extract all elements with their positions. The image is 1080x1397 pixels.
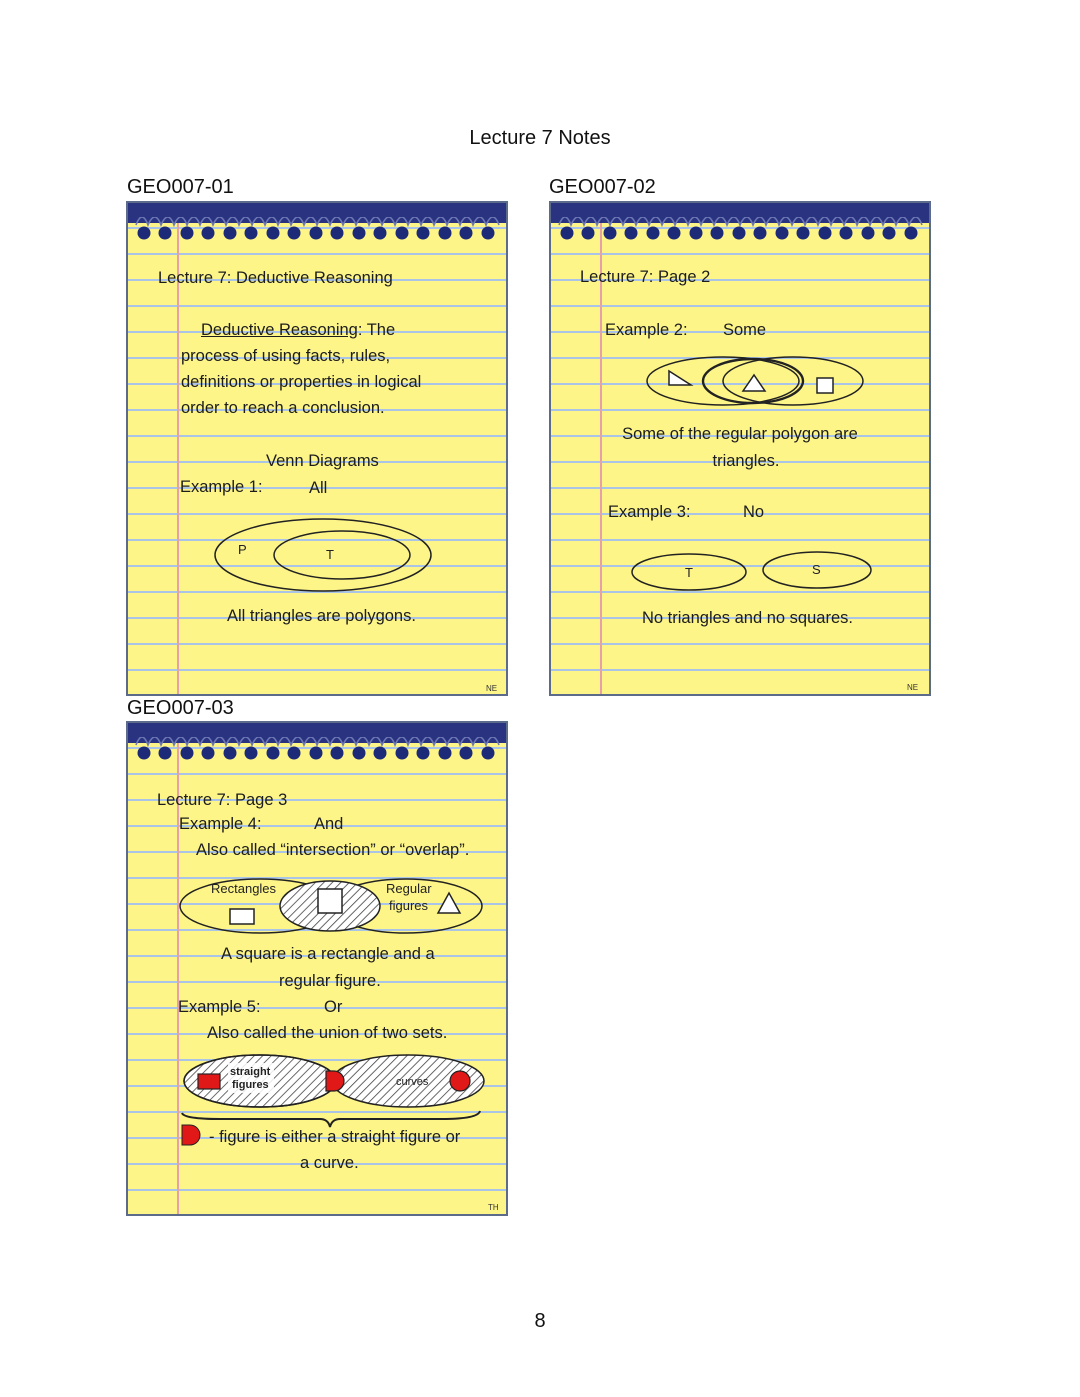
example3-word: No xyxy=(743,503,765,521)
caption2-line-2: triangles. xyxy=(712,452,780,470)
example2-label: Example 2: xyxy=(605,321,688,339)
red-d-shape-legend-icon xyxy=(180,1123,204,1147)
rectangles-label: Rectangles xyxy=(211,881,277,896)
example4-label: Example 4: xyxy=(179,815,262,833)
venn-right-set xyxy=(723,357,863,405)
corner-mark: NE xyxy=(486,684,498,693)
caption3: No triangles and no squares. xyxy=(642,609,853,627)
square-icon xyxy=(817,378,833,393)
example5-label: Example 5: xyxy=(178,998,261,1016)
slide-heading: Lecture 7: Page 2 xyxy=(580,268,711,286)
definition-line-3: definitions or properties in logical xyxy=(181,373,422,391)
t-set-label: T xyxy=(685,565,693,580)
red-circle-icon xyxy=(450,1071,470,1091)
spiral-rings xyxy=(128,737,506,765)
slide-heading: Lecture 7: Deductive Reasoning xyxy=(158,269,393,287)
caption4-line-2: regular figure. xyxy=(279,972,381,990)
venn-no-diagram xyxy=(631,551,876,593)
example5-word: Or xyxy=(324,998,343,1016)
page-title: Lecture 7 Notes xyxy=(469,127,611,149)
venn-outer-set xyxy=(215,519,431,591)
corner-mark: NE xyxy=(907,683,919,692)
straight-label-2: figures xyxy=(232,1079,269,1091)
triangle-icon xyxy=(438,893,460,913)
slide-label-2: GEO007-02 xyxy=(549,176,656,198)
venn-title: Venn Diagrams xyxy=(266,452,379,470)
caption2-line-1: Some of the regular polygon are xyxy=(622,425,858,443)
example4-word: And xyxy=(314,815,344,833)
definition-line-2: process of using facts, rules, xyxy=(181,347,391,365)
caption5-line-1: - figure is either a straight figure or xyxy=(209,1128,461,1146)
corner-mark: TH xyxy=(488,1203,499,1212)
example4-note: Also called “intersection” or “overlap”. xyxy=(196,841,470,859)
caption5-line-2: a curve. xyxy=(300,1154,359,1172)
regular-label-1: Regular xyxy=(386,881,432,896)
example5-note: Also called the union of two sets. xyxy=(207,1024,448,1042)
definition-line-1 xyxy=(201,321,395,340)
definition-text: : The xyxy=(357,321,396,339)
right-triangle-icon xyxy=(669,371,691,385)
union-brace xyxy=(182,1111,480,1127)
spiral-rings xyxy=(128,217,506,245)
venn-some-diagram xyxy=(643,353,873,409)
square-icon xyxy=(318,889,342,913)
inner-set-label: T xyxy=(326,547,334,562)
example-label: Example 1: xyxy=(180,478,263,496)
example2-word: Some xyxy=(723,321,767,339)
red-d-shape-icon xyxy=(326,1071,344,1091)
slide-label-3: GEO007-03 xyxy=(127,697,234,719)
page-number: 8 xyxy=(534,1310,546,1332)
slide-label-1: GEO007-01 xyxy=(127,176,234,198)
venn-inner-set xyxy=(274,531,410,579)
example3-label: Example 3: xyxy=(608,503,691,521)
notepad-slide-1 xyxy=(126,201,508,696)
caption: All triangles are polygons. xyxy=(227,607,416,625)
notepad-slide-3 xyxy=(126,721,508,1216)
rectangle-icon xyxy=(230,909,254,924)
example-word: All xyxy=(309,479,328,497)
curves-label: curves xyxy=(396,1076,429,1088)
red-rectangle-icon xyxy=(198,1074,220,1089)
straight-label-1: straight xyxy=(230,1066,271,1078)
notepad-slide-2 xyxy=(549,201,931,696)
slide-heading: Lecture 7: Page 3 xyxy=(157,791,288,809)
caption4-line-1: A square is a rectangle and a xyxy=(221,945,435,963)
venn-all-diagram xyxy=(208,515,438,595)
venn-and-diagram xyxy=(178,875,484,937)
triangle-icon xyxy=(743,375,765,391)
regular-label-2: figures xyxy=(389,898,429,913)
s-set-label: S xyxy=(812,562,821,577)
definition-term: Deductive Reasoning xyxy=(201,321,358,339)
outer-set-label: P xyxy=(238,542,247,557)
spiral-rings xyxy=(551,217,929,245)
definition-line-4: order to reach a conclusion. xyxy=(181,399,385,417)
